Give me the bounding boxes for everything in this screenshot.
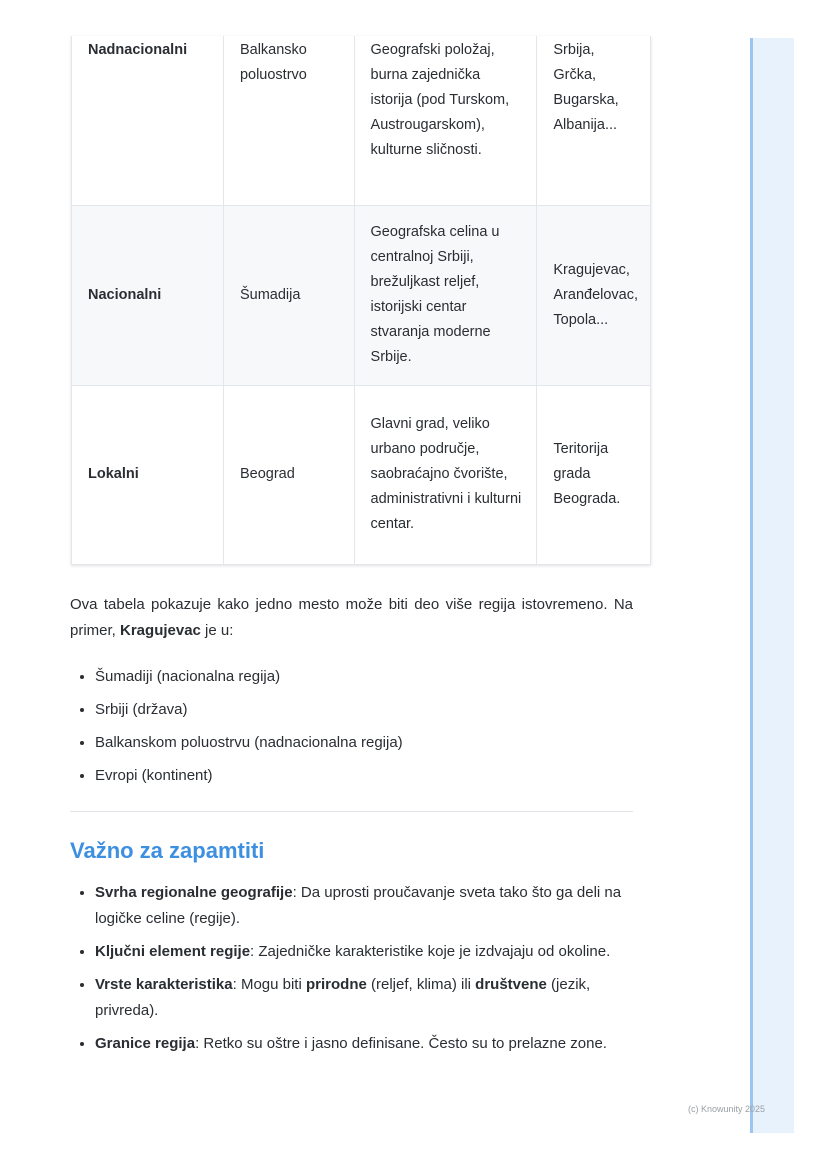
region-name: Šumadija <box>223 205 354 385</box>
note-term: Ključni element regije <box>95 943 251 960</box>
region-description: Geografska celina u centralnoj Srbiji, brežuljkast reljef, istorijski centar stvaranja moderne Srbije. <box>354 205 537 385</box>
note-term: Granice regija <box>95 1035 196 1052</box>
list-item <box>95 880 651 932</box>
regions-table <box>71 36 651 565</box>
region-examples: Teritorija grada Beograda. <box>537 385 651 564</box>
intro-text-end: je u: <box>200 622 234 639</box>
region-description: Geografski položaj, burna zajednička istorija (pod Turskom, Austrougarskom), kulturne sličnosti. <box>354 36 537 205</box>
list-item: • Evropi (kontinent) <box>95 759 403 792</box>
note-text: : Retko su oštre i jasno definisane. Često su to prelazne zone. <box>195 1035 607 1052</box>
intro-text: Ova tabela pokazuje kako jedno mesto može biti deo više regija istovremeno. Na primer, <box>70 596 633 639</box>
note-term: Svrha regionalne geografije <box>95 884 293 901</box>
divider <box>70 811 633 812</box>
list-item <box>95 972 651 1024</box>
note-text: (jezik, privreda). <box>95 976 591 1019</box>
note-text: : Mogu biti <box>232 976 306 993</box>
intro-highlight: Kragujevac <box>120 622 201 639</box>
note-text: (reljef, klima) ili <box>366 976 476 993</box>
places-list <box>70 660 403 792</box>
note-term: Vrste karakteristika <box>95 976 233 993</box>
region-name: Balkansko poluostrvo <box>223 36 354 205</box>
list-item: • Šumadiji (nacionalna regija) <box>95 660 403 693</box>
list-item <box>95 1031 651 1057</box>
note-bold: prirodne <box>305 976 367 993</box>
notes-list <box>70 880 651 1064</box>
region-examples: Kragujevac, Aranđelovac, Topola... <box>537 205 651 385</box>
table-row <box>72 205 651 385</box>
note-bold: društvene <box>475 976 547 993</box>
list-item: • Balkanskom poluostrvu (nadnacionalna regija) <box>95 726 403 759</box>
section-heading: Važno za zapamtiti <box>70 838 265 863</box>
note-text: : Da uprosti proučavanje sveta tako što ga deli na logičke celine (regije). <box>95 884 622 927</box>
region-level: Nacionalni <box>72 205 224 385</box>
region-description: Glavni grad, veliko urbano područje, saobraćajno čvorište, administrativni i kulturni centar. <box>354 385 537 564</box>
region-level: Lokalni <box>72 385 224 564</box>
list-item: • Srbiji (država) <box>95 693 403 726</box>
side-panel <box>750 38 794 1133</box>
table-row <box>72 385 651 564</box>
region-level: Nadnacionalni <box>72 36 224 205</box>
table-row <box>72 36 651 205</box>
copyright-text: (c) Knowunity 2025 <box>688 1104 766 1114</box>
region-examples: Srbija, Grčka, Bugarska, Albanija... <box>537 36 651 205</box>
list-item <box>95 939 651 965</box>
intro-paragraph <box>70 592 633 644</box>
region-name: Beograd <box>223 385 354 564</box>
note-text: : Zajedničke karakteristike koje je izdvajaju od okoline. <box>250 943 611 960</box>
